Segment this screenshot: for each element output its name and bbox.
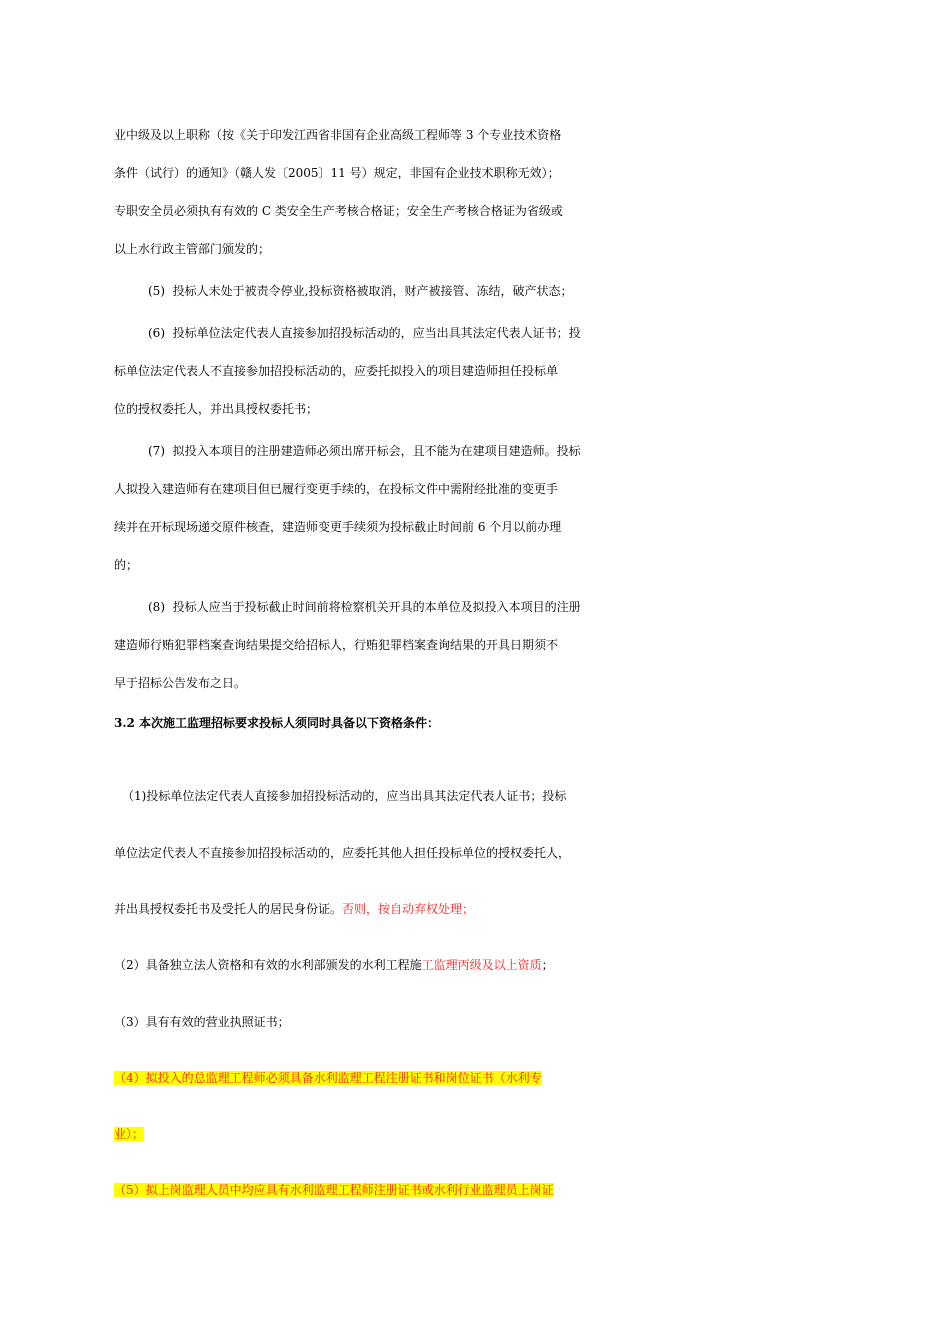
emphasized-text: 否则，按自动弃权处理； [342, 902, 475, 916]
text-segment: (7) 拟投入本项目的注册建造师必须出席开标会，且不能为在建项目建造师。投标 [148, 444, 581, 458]
text-segment: 3.2 本次施工监理招标要求投标人须同时具备以下资格条件： [114, 716, 440, 730]
text-segment: （1)投标单位法定代表人直接参加招投标活动的，应当出具其法定代表人证书；投标 [122, 789, 567, 803]
text-line [114, 236, 930, 262]
text-line [114, 396, 930, 422]
text-segment: （2）具备独立法人资格和有效的水利部颁发的水利工程施 [114, 958, 422, 972]
text-segment: ； [541, 958, 554, 972]
text-line [148, 320, 930, 346]
text-line [114, 1177, 930, 1203]
text-segment: 专职安全员必须执有有效的 C 类安全生产考核合格证；安全生产考核合格证为省级或 [114, 204, 563, 218]
text-segment: 早于招标公告发布之日。 [114, 676, 247, 690]
text-segment: 标单位法定代表人不直接参加招投标活动的，应委托拟投入的项目建造师担任投标单 [114, 364, 559, 378]
text-segment: 业中级及以上职称（按《关于印发江西省非国有企业高级工程师等 3 个专业技术资格 [114, 128, 562, 142]
text-segment: (8) 投标人应当于投标截止时间前将检察机关开具的本单位及拟投入本项目的注册 [148, 600, 581, 614]
text-segment: (6) 投标单位法定代表人直接参加招投标活动的，应当出具其法定代表人证书；投 [148, 326, 581, 340]
text-segment: 建造师行贿犯罪档案查询结果提交给招标人，行贿犯罪档案查询结果的开具日期须不 [114, 638, 559, 652]
emphasized-text: 业）； [114, 1127, 145, 1141]
text-line [114, 840, 930, 866]
emphasized-text: （5）拟上岗监理人员中均应具有水利监理工程师注册证书或水利行业监理员上岗证 [114, 1183, 554, 1197]
text-segment: 条件（试行）的通知》（赣人发〔2005〕11 号）规定，非国有企业技术职称无效）； [114, 166, 560, 180]
text-segment: (5) 投标人未处于被责令停业,投标资格被取消，财产被接管、冻结，破产状态； [148, 284, 573, 298]
emphasized-text: （4）拟投入的总监理工程师必须具备水利监理工程注册证书和岗位证书（水利专 [114, 1071, 542, 1085]
text-segment: 人拟投入建造师有在建项目但已履行变更手续的，在投标文件中需附经批准的变更手 [114, 482, 559, 496]
text-line [114, 552, 930, 578]
text-line [148, 278, 930, 304]
text-line [114, 358, 930, 384]
text-line [114, 632, 930, 658]
text-segment: 的； [114, 558, 139, 572]
text-line [114, 1065, 930, 1091]
text-segment: 续并在开标现场递交原件核查，建造师变更手续须为投标截止时间前 6 个月以前办理 [114, 520, 562, 534]
section-heading [114, 710, 930, 736]
text-segment: 位的授权委托人，并出具授权委托书； [114, 402, 319, 416]
text-line [114, 122, 930, 148]
text-line [114, 160, 930, 186]
text-line [122, 783, 930, 809]
text-line [114, 514, 930, 540]
text-line [114, 476, 930, 502]
emphasized-text: 工监理丙级及以上资质 [421, 958, 542, 972]
text-segment: 单位法定代表人不直接参加招投标活动的，应委托其他人担任投标单位的授权委托人， [114, 846, 571, 860]
text-line [148, 594, 930, 620]
text-line [148, 438, 930, 464]
text-segment: （3）具有有效的营业执照证书； [114, 1015, 290, 1029]
text-segment: 以上水行政主管部门颁发的； [114, 242, 271, 256]
text-line [114, 1121, 930, 1147]
text-line [114, 1009, 930, 1035]
text-segment: 并出具授权委托书及受托人的居民身份证。 [114, 902, 343, 916]
text-line [114, 670, 930, 696]
text-line [114, 896, 930, 922]
text-line [114, 952, 930, 978]
text-line [114, 198, 930, 224]
